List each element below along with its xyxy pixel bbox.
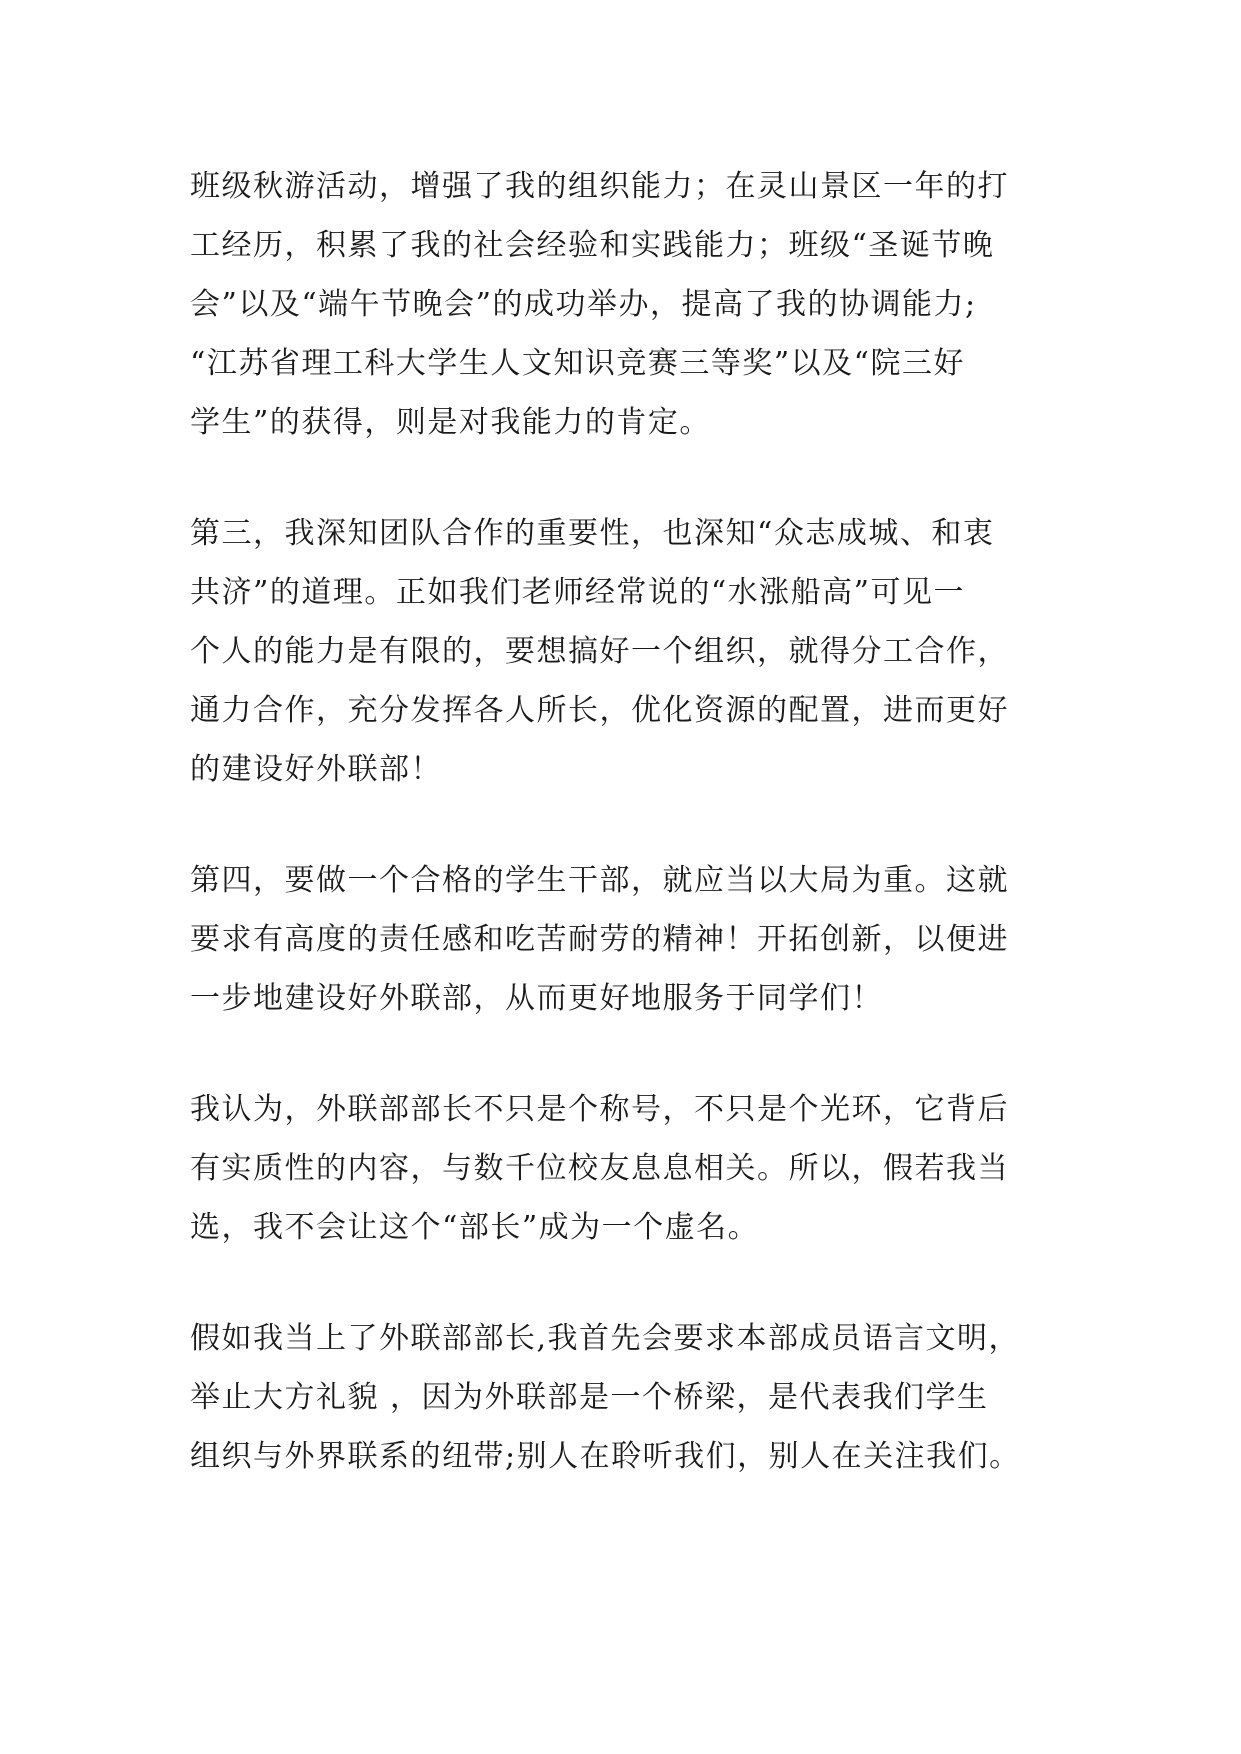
paragraph-teamwork [190, 504, 1070, 799]
text-line: 一步地建设好外联部，从而更好地服务于同学们！ [190, 981, 883, 1016]
text-line: “江苏省理工科大学生人文知识竞赛三等奖”以及“院三好 [190, 346, 966, 381]
text-line: 第四，要做一个合格的学生干部，就应当以大局为重。这就 [190, 863, 1009, 898]
text-line: 通力合作，充分发挥各人所长，优化资源的配置，进而更好 [190, 693, 1009, 728]
text-line: 的建设好外联部！ [190, 752, 442, 787]
text-line: 选，我不会让这个“部长”成为一个虚名。 [190, 1210, 760, 1245]
text-line: 组织与外界联系的纽带;别人在聆听我们，别人在关注我们。 [190, 1439, 1021, 1474]
paragraph-activities [190, 157, 1070, 452]
text-line: 第三，我深知团队合作的重要性，也深知“众志成城、和衷 [190, 516, 995, 551]
text-line: 学生”的获得，则是对我能力的肯定。 [190, 405, 711, 440]
text-line: 要求有高度的责任感和吃苦耐劳的精神！开拓创新，以便进 [190, 922, 1009, 957]
paragraph-responsibility [190, 851, 1070, 1028]
text-line: 假如我当上了外联部部长,我首先会要求本部成员语言文明， [190, 1321, 1021, 1356]
text-line: 共济”的道理。正如我们老师经常说的“水涨船高”可见一 [190, 575, 966, 610]
text-line: 有实质性的内容，与数千位校友息息相关。所以，假若我当 [190, 1151, 1009, 1186]
text-line: 个人的能力是有限的，要想搞好一个组织，就得分工合作， [190, 634, 1009, 669]
paragraph-plan [190, 1309, 1070, 1486]
text-line: 会”以及“端午节晚会”的成功举办，提高了我的协调能力; [190, 287, 977, 322]
text-line: 工经历，积累了我的社会经验和实践能力；班级“圣诞节晚 [190, 228, 995, 263]
text-line: 班级秋游活动，增强了我的组织能力；在灵山景区一年的打 [190, 169, 1009, 204]
paragraph-title-meaning [190, 1080, 1070, 1257]
text-line: 举止大方礼貌 ，因为外联部是一个桥梁，是代表我们学生 [190, 1380, 989, 1415]
text-line: 我认为，外联部部长不只是个称号，不只是个光环，它背后 [190, 1092, 1009, 1127]
